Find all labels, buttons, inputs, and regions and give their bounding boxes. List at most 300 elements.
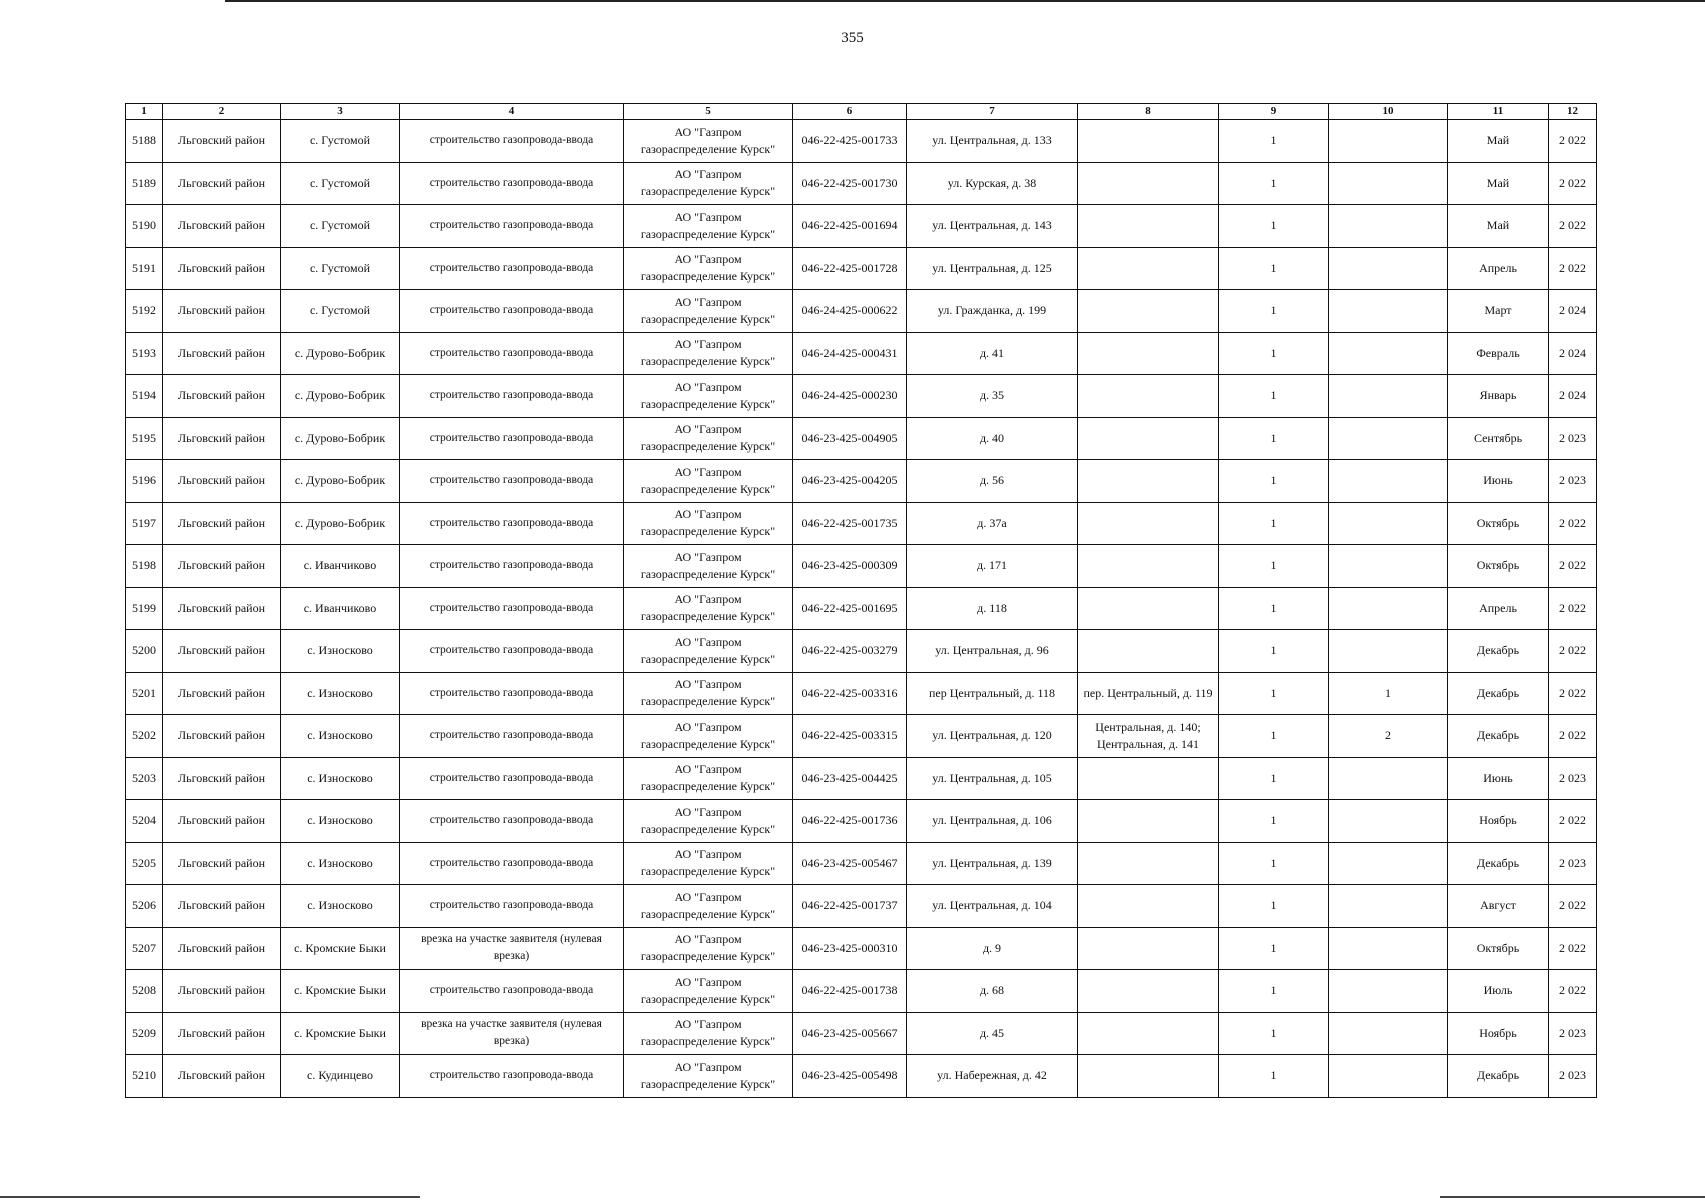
- additional-address-cell: [1078, 1012, 1219, 1055]
- organization-line-1: АО "Газпром: [674, 549, 742, 564]
- row-number: 5193: [126, 332, 163, 375]
- work-type-cell: строительство газопровода-ввода: [400, 247, 624, 290]
- district-cell: Льговский район: [163, 120, 281, 163]
- extra-count-cell: [1329, 800, 1448, 843]
- settlement-cell: с. Износково: [281, 885, 400, 928]
- month-cell: Август: [1448, 885, 1549, 928]
- additional-address-cell: Центральная, д. 140; Центральная, д. 141: [1078, 715, 1219, 758]
- year-cell: 2 022: [1549, 970, 1597, 1013]
- extra-count-cell: [1329, 545, 1448, 588]
- settlement-cell: с. Густомой: [281, 205, 400, 248]
- organization-line-2: газораспределение Курск": [640, 481, 776, 496]
- application-code-cell: 046-23-425-000309: [793, 545, 907, 588]
- organization-cell: [624, 970, 793, 1013]
- district-cell: Льговский район: [163, 162, 281, 205]
- table-row: [126, 332, 1597, 375]
- row-number: 5196: [126, 460, 163, 503]
- column-header-3: 3: [281, 104, 400, 120]
- application-code-cell: 046-22-425-003315: [793, 715, 907, 758]
- settlement-cell: с. Дурово-Бобрик: [281, 460, 400, 503]
- organization-line-1: АО "Газпром: [674, 974, 742, 989]
- month-cell: Ноябрь: [1448, 1012, 1549, 1055]
- settlement-cell: с. Иванчиково: [281, 587, 400, 630]
- application-code-cell: 046-23-425-005498: [793, 1055, 907, 1098]
- organization-line-1: АО "Газпром: [674, 889, 742, 904]
- year-cell: 2 022: [1549, 162, 1597, 205]
- month-cell: Декабрь: [1448, 672, 1549, 715]
- month-cell: Март: [1448, 290, 1549, 333]
- header-row: [126, 104, 1597, 120]
- extra-count-cell: [1329, 927, 1448, 970]
- extra-count-cell: [1329, 502, 1448, 545]
- settlement-cell: с. Дурово-Бобрик: [281, 417, 400, 460]
- work-type-cell: строительство газопровода-ввода: [400, 1055, 624, 1098]
- column-header-8: 8: [1078, 104, 1219, 120]
- row-number: 5198: [126, 545, 163, 588]
- table-row: [126, 290, 1597, 333]
- organization-line-2: газораспределение Курск": [640, 141, 776, 156]
- address-cell: д. 35: [907, 375, 1078, 418]
- extra-count-cell: [1329, 120, 1448, 163]
- extra-count-cell: [1329, 247, 1448, 290]
- address-cell: ул. Центральная, д. 143: [907, 205, 1078, 248]
- organization-line-2: газораспределение Курск": [640, 1034, 776, 1049]
- district-cell: Льговский район: [163, 927, 281, 970]
- row-number: 5195: [126, 417, 163, 460]
- registry-table: [125, 103, 1597, 1098]
- row-number: 5210: [126, 1055, 163, 1098]
- row-number: 5190: [126, 205, 163, 248]
- row-number: 5194: [126, 375, 163, 418]
- row-number: 5200: [126, 630, 163, 673]
- organization-line-2: газораспределение Курск": [640, 226, 776, 241]
- address-cell: д. 40: [907, 417, 1078, 460]
- organization-cell: [624, 927, 793, 970]
- settlement-cell: с. Кромские Быки: [281, 927, 400, 970]
- year-cell: 2 024: [1549, 332, 1597, 375]
- year-cell: 2 023: [1549, 757, 1597, 800]
- extra-count-cell: [1329, 460, 1448, 503]
- organization-line-2: газораспределение Курск": [640, 609, 776, 624]
- extra-count-cell: [1329, 205, 1448, 248]
- additional-address-cell: [1078, 630, 1219, 673]
- district-cell: Льговский район: [163, 375, 281, 418]
- row-number: 5201: [126, 672, 163, 715]
- organization-line-2: газораспределение Курск": [640, 906, 776, 921]
- organization-cell: [624, 715, 793, 758]
- count-cell: 1: [1219, 885, 1329, 928]
- district-cell: Льговский район: [163, 460, 281, 503]
- organization-cell: [624, 757, 793, 800]
- year-cell: 2 022: [1549, 630, 1597, 673]
- table-row: [126, 672, 1597, 715]
- district-cell: Льговский район: [163, 885, 281, 928]
- additional-address-cell: [1078, 545, 1219, 588]
- work-type-cell: строительство газопровода-ввода: [400, 290, 624, 333]
- table-row: [126, 417, 1597, 460]
- organization-line-2: газораспределение Курск": [640, 821, 776, 836]
- settlement-cell: с. Густомой: [281, 247, 400, 290]
- address-cell: ул. Курская, д. 38: [907, 162, 1078, 205]
- count-cell: 1: [1219, 332, 1329, 375]
- application-code-cell: 046-22-425-003279: [793, 630, 907, 673]
- count-cell: 1: [1219, 205, 1329, 248]
- month-cell: Ноябрь: [1448, 800, 1549, 843]
- district-cell: Льговский район: [163, 1012, 281, 1055]
- month-cell: Апрель: [1448, 247, 1549, 290]
- year-cell: 2 024: [1549, 375, 1597, 418]
- organization-cell: [624, 290, 793, 333]
- additional-address-cell: [1078, 162, 1219, 205]
- extra-count-cell: [1329, 1012, 1448, 1055]
- organization-cell: [624, 630, 793, 673]
- organization-line-2: газораспределение Курск": [640, 184, 776, 199]
- settlement-cell: с. Износково: [281, 630, 400, 673]
- count-cell: 1: [1219, 247, 1329, 290]
- additional-address-cell: [1078, 587, 1219, 630]
- organization-line-1: АО "Газпром: [674, 634, 742, 649]
- address-cell: ул. Центральная, д. 104: [907, 885, 1078, 928]
- district-cell: Льговский район: [163, 545, 281, 588]
- organization-cell: [624, 332, 793, 375]
- row-number: 5197: [126, 502, 163, 545]
- application-code-cell: 046-22-425-001695: [793, 587, 907, 630]
- row-number: 5202: [126, 715, 163, 758]
- district-cell: Льговский район: [163, 842, 281, 885]
- organization-line-1: АО "Газпром: [674, 294, 742, 309]
- organization-line-2: газораспределение Курск": [640, 694, 776, 709]
- month-cell: Июнь: [1448, 460, 1549, 503]
- address-cell: ул. Центральная, д. 120: [907, 715, 1078, 758]
- work-type-cell: строительство газопровода-ввода: [400, 800, 624, 843]
- month-cell: Декабрь: [1448, 715, 1549, 758]
- organization-line-2: газораспределение Курск": [640, 524, 776, 539]
- work-type-cell: врезка на участке заявителя (нулевая врезка): [400, 1012, 624, 1055]
- additional-address-cell: [1078, 970, 1219, 1013]
- month-cell: Октябрь: [1448, 545, 1549, 588]
- address-cell: д. 68: [907, 970, 1078, 1013]
- additional-address-cell: [1078, 417, 1219, 460]
- address-cell: д. 118: [907, 587, 1078, 630]
- table-row: [126, 715, 1597, 758]
- district-cell: Льговский район: [163, 332, 281, 375]
- organization-cell: [624, 1012, 793, 1055]
- extra-count-cell: [1329, 417, 1448, 460]
- count-cell: 1: [1219, 1055, 1329, 1098]
- organization-cell: [624, 672, 793, 715]
- application-code-cell: 046-22-425-001735: [793, 502, 907, 545]
- extra-count-cell: 2: [1329, 715, 1448, 758]
- month-cell: Май: [1448, 120, 1549, 163]
- application-code-cell: 046-23-425-005667: [793, 1012, 907, 1055]
- column-header-5: 5: [624, 104, 793, 120]
- count-cell: 1: [1219, 417, 1329, 460]
- district-cell: Льговский район: [163, 290, 281, 333]
- organization-line-1: АО "Газпром: [674, 847, 742, 862]
- work-type-cell: строительство газопровода-ввода: [400, 630, 624, 673]
- work-type-cell: строительство газопровода-ввода: [400, 672, 624, 715]
- settlement-cell: с. Кромские Быки: [281, 1012, 400, 1055]
- work-type-cell: строительство газопровода-ввода: [400, 545, 624, 588]
- district-cell: Льговский район: [163, 587, 281, 630]
- district-cell: Льговский район: [163, 502, 281, 545]
- work-type-cell: врезка на участке заявителя (нулевая врезка): [400, 927, 624, 970]
- address-cell: ул. Центральная, д. 105: [907, 757, 1078, 800]
- organization-line-1: АО "Газпром: [674, 337, 742, 352]
- address-cell: ул. Гражданка, д. 199: [907, 290, 1078, 333]
- column-header-6: 6: [793, 104, 907, 120]
- organization-line-1: АО "Газпром: [674, 124, 742, 139]
- organization-line-1: АО "Газпром: [674, 252, 742, 267]
- application-code-cell: 046-23-425-005467: [793, 842, 907, 885]
- month-cell: Октябрь: [1448, 927, 1549, 970]
- district-cell: Льговский район: [163, 970, 281, 1013]
- additional-address-cell: [1078, 247, 1219, 290]
- district-cell: Льговский район: [163, 800, 281, 843]
- year-cell: 2 023: [1549, 417, 1597, 460]
- settlement-cell: с. Дурово-Бобрик: [281, 375, 400, 418]
- top-scan-rule: [225, 0, 1705, 2]
- organization-line-2: газораспределение Курск": [640, 311, 776, 326]
- count-cell: 1: [1219, 1012, 1329, 1055]
- row-number: 5206: [126, 885, 163, 928]
- work-type-cell: строительство газопровода-ввода: [400, 970, 624, 1013]
- district-cell: Льговский район: [163, 757, 281, 800]
- table-row: [126, 885, 1597, 928]
- organization-cell: [624, 800, 793, 843]
- organization-line-1: АО "Газпром: [674, 762, 742, 777]
- organization-cell: [624, 120, 793, 163]
- additional-address-cell: [1078, 842, 1219, 885]
- work-type-cell: строительство газопровода-ввода: [400, 417, 624, 460]
- month-cell: Февраль: [1448, 332, 1549, 375]
- column-header-10: 10: [1329, 104, 1448, 120]
- organization-line-2: газораспределение Курск": [640, 1076, 776, 1091]
- count-cell: 1: [1219, 120, 1329, 163]
- organization-line-1: АО "Газпром: [674, 464, 742, 479]
- extra-count-cell: [1329, 842, 1448, 885]
- district-cell: Льговский район: [163, 205, 281, 248]
- table-row: [126, 120, 1597, 163]
- settlement-cell: с. Густомой: [281, 162, 400, 205]
- year-cell: 2 022: [1549, 502, 1597, 545]
- year-cell: 2 022: [1549, 587, 1597, 630]
- district-cell: Льговский район: [163, 417, 281, 460]
- application-code-cell: 046-24-425-000431: [793, 332, 907, 375]
- settlement-cell: с. Износково: [281, 715, 400, 758]
- column-header-9: 9: [1219, 104, 1329, 120]
- district-cell: Льговский район: [163, 715, 281, 758]
- column-header-11: 11: [1448, 104, 1549, 120]
- application-code-cell: 046-23-425-004425: [793, 757, 907, 800]
- count-cell: 1: [1219, 290, 1329, 333]
- application-code-cell: 046-22-425-001738: [793, 970, 907, 1013]
- year-cell: 2 022: [1549, 885, 1597, 928]
- organization-cell: [624, 1055, 793, 1098]
- additional-address-cell: [1078, 757, 1219, 800]
- count-cell: 1: [1219, 502, 1329, 545]
- address-cell: д. 56: [907, 460, 1078, 503]
- year-cell: 2 022: [1549, 205, 1597, 248]
- year-cell: 2 022: [1549, 247, 1597, 290]
- row-number: 5205: [126, 842, 163, 885]
- organization-line-2: газораспределение Курск": [640, 779, 776, 794]
- row-number: 5199: [126, 587, 163, 630]
- additional-address-cell: [1078, 800, 1219, 843]
- count-cell: 1: [1219, 672, 1329, 715]
- month-cell: Сентябрь: [1448, 417, 1549, 460]
- count-cell: 1: [1219, 970, 1329, 1013]
- organization-line-1: АО "Газпром: [674, 592, 742, 607]
- row-number: 5204: [126, 800, 163, 843]
- year-cell: 2 022: [1549, 672, 1597, 715]
- organization-cell: [624, 417, 793, 460]
- application-code-cell: 046-24-425-000230: [793, 375, 907, 418]
- organization-line-2: газораспределение Курск": [640, 269, 776, 284]
- month-cell: Апрель: [1448, 587, 1549, 630]
- extra-count-cell: [1329, 757, 1448, 800]
- extra-count-cell: [1329, 332, 1448, 375]
- organization-line-1: АО "Газпром: [674, 677, 742, 692]
- organization-cell: [624, 247, 793, 290]
- page-number: 355: [841, 30, 864, 46]
- settlement-cell: с. Износково: [281, 672, 400, 715]
- organization-cell: [624, 162, 793, 205]
- work-type-cell: строительство газопровода-ввода: [400, 842, 624, 885]
- table-row: [126, 247, 1597, 290]
- column-header-12: 12: [1549, 104, 1597, 120]
- application-code-cell: 046-24-425-000622: [793, 290, 907, 333]
- count-cell: 1: [1219, 460, 1329, 503]
- work-type-cell: строительство газопровода-ввода: [400, 205, 624, 248]
- settlement-cell: с. Кромские Быки: [281, 970, 400, 1013]
- year-cell: 2 023: [1549, 1012, 1597, 1055]
- additional-address-cell: [1078, 460, 1219, 503]
- organization-line-1: АО "Газпром: [674, 167, 742, 182]
- work-type-cell: строительство газопровода-ввода: [400, 162, 624, 205]
- year-cell: 2 022: [1549, 800, 1597, 843]
- row-number: 5208: [126, 970, 163, 1013]
- organization-line-2: газораспределение Курск": [640, 439, 776, 454]
- application-code-cell: 046-23-425-004205: [793, 460, 907, 503]
- column-header-2: 2: [163, 104, 281, 120]
- additional-address-cell: [1078, 502, 1219, 545]
- additional-address-cell: [1078, 885, 1219, 928]
- table-row: [126, 460, 1597, 503]
- count-cell: 1: [1219, 587, 1329, 630]
- bottom-scan-rule-right: [1440, 1196, 1705, 1198]
- year-cell: 2 022: [1549, 715, 1597, 758]
- additional-address-cell: пер. Центральный, д. 119: [1078, 672, 1219, 715]
- organization-line-2: газораспределение Курск": [640, 396, 776, 411]
- month-cell: Июль: [1448, 970, 1549, 1013]
- month-cell: Июнь: [1448, 757, 1549, 800]
- organization-line-1: АО "Газпром: [674, 719, 742, 734]
- column-header-7: 7: [907, 104, 1078, 120]
- extra-count-cell: [1329, 970, 1448, 1013]
- settlement-cell: с. Износково: [281, 757, 400, 800]
- additional-address-cell: [1078, 375, 1219, 418]
- district-cell: Льговский район: [163, 672, 281, 715]
- count-cell: 1: [1219, 757, 1329, 800]
- table-row: [126, 205, 1597, 248]
- work-type-cell: строительство газопровода-ввода: [400, 502, 624, 545]
- table-row: [126, 162, 1597, 205]
- organization-line-1: АО "Газпром: [674, 422, 742, 437]
- application-code-cell: 046-22-425-001694: [793, 205, 907, 248]
- organization-line-2: газораспределение Курск": [640, 354, 776, 369]
- table-row: [126, 842, 1597, 885]
- year-cell: 2 023: [1549, 1055, 1597, 1098]
- year-cell: 2 022: [1549, 545, 1597, 588]
- organization-cell: [624, 587, 793, 630]
- count-cell: 1: [1219, 842, 1329, 885]
- additional-address-cell: [1078, 120, 1219, 163]
- row-number: 5192: [126, 290, 163, 333]
- additional-address-cell: [1078, 205, 1219, 248]
- extra-count-cell: 1: [1329, 672, 1448, 715]
- application-code-cell: 046-22-425-001728: [793, 247, 907, 290]
- count-cell: 1: [1219, 630, 1329, 673]
- year-cell: 2 023: [1549, 842, 1597, 885]
- application-code-cell: 046-23-425-004905: [793, 417, 907, 460]
- count-cell: 1: [1219, 162, 1329, 205]
- work-type-cell: строительство газопровода-ввода: [400, 715, 624, 758]
- address-cell: ул. Центральная, д. 96: [907, 630, 1078, 673]
- organization-cell: [624, 885, 793, 928]
- count-cell: 1: [1219, 927, 1329, 970]
- address-cell: д. 9: [907, 927, 1078, 970]
- address-cell: д. 37а: [907, 502, 1078, 545]
- organization-line-2: газораспределение Курск": [640, 566, 776, 581]
- work-type-cell: строительство газопровода-ввода: [400, 332, 624, 375]
- district-cell: Льговский район: [163, 247, 281, 290]
- work-type-cell: строительство газопровода-ввода: [400, 757, 624, 800]
- organization-cell: [624, 545, 793, 588]
- settlement-cell: с. Дурово-Бобрик: [281, 502, 400, 545]
- work-type-cell: строительство газопровода-ввода: [400, 120, 624, 163]
- application-code-cell: 046-22-425-001733: [793, 120, 907, 163]
- extra-count-cell: [1329, 375, 1448, 418]
- address-cell: ул. Центральная, д. 133: [907, 120, 1078, 163]
- bottom-scan-rule: [0, 1196, 420, 1198]
- table-body: [126, 120, 1597, 1098]
- application-code-cell: 046-22-425-001737: [793, 885, 907, 928]
- organization-line-1: АО "Газпром: [674, 1017, 742, 1032]
- year-cell: 2 023: [1549, 460, 1597, 503]
- column-header-1: 1: [126, 104, 163, 120]
- organization-cell: [624, 205, 793, 248]
- settlement-cell: с. Износково: [281, 800, 400, 843]
- extra-count-cell: [1329, 162, 1448, 205]
- row-number: 5209: [126, 1012, 163, 1055]
- year-cell: 2 022: [1549, 120, 1597, 163]
- organization-cell: [624, 502, 793, 545]
- address-cell: ул. Центральная, д. 139: [907, 842, 1078, 885]
- organization-line-1: АО "Газпром: [674, 507, 742, 522]
- table-header: [126, 104, 1597, 120]
- address-cell: ул. Центральная, д. 125: [907, 247, 1078, 290]
- organization-line-1: АО "Газпром: [674, 209, 742, 224]
- settlement-cell: с. Густомой: [281, 290, 400, 333]
- organization-line-1: АО "Газпром: [674, 1059, 742, 1074]
- extra-count-cell: [1329, 587, 1448, 630]
- address-cell: пер Центральный, д. 118: [907, 672, 1078, 715]
- row-number: 5203: [126, 757, 163, 800]
- extra-count-cell: [1329, 630, 1448, 673]
- additional-address-cell: [1078, 332, 1219, 375]
- month-cell: Май: [1448, 205, 1549, 248]
